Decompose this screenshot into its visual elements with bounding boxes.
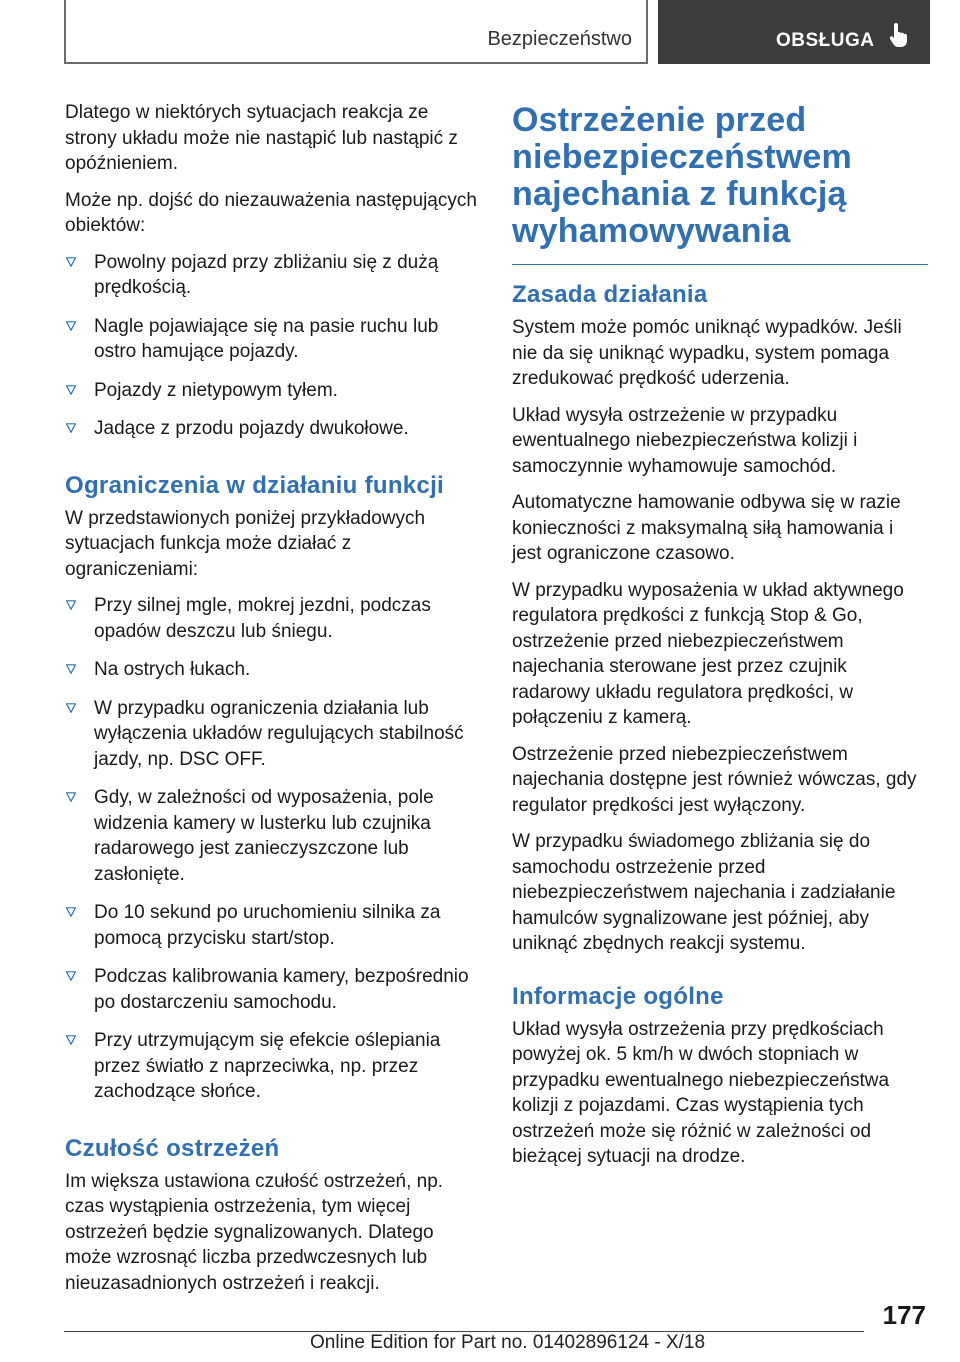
triangle-bullet-icon xyxy=(66,907,76,917)
page-header xyxy=(64,0,930,64)
list-item: W przypadku ograniczenia działania lub wyłączenia układów regulujących stabilność jazdy, np. DSC OFF. xyxy=(65,696,477,773)
paragraph: Ostrzeżenie przed niebezpieczeństwem najechania dostępne jest również wówczas, gdy regulator prędkości jest wyłączony. xyxy=(512,743,917,816)
triangle-bullet-icon xyxy=(66,1035,76,1045)
objects-list xyxy=(65,250,477,442)
list-item: Pojazdy z nietypowym tyłem. xyxy=(65,378,477,404)
header-section-title: Bezpieczeństwo xyxy=(487,28,632,50)
triangle-bullet-icon xyxy=(66,703,76,713)
header-chapter-tab xyxy=(658,0,930,64)
triangle-bullet-icon xyxy=(66,664,76,674)
header-section-box xyxy=(64,0,648,64)
paragraph: W przypadku świadomego zbliżania się do samochodu ostrzeżenie przed niebezpieczeństwem najechania i zadziałanie hamulców sygnalizowane jest później, aby uniknąć zbędnych reakcji systemu. xyxy=(512,831,896,954)
left-column xyxy=(65,100,477,1307)
limitations-list xyxy=(65,593,477,1105)
triangle-bullet-icon xyxy=(66,971,76,981)
triangle-bullet-icon xyxy=(66,321,76,331)
right-column xyxy=(512,100,928,1181)
list-item: Powolny pojazd przy zbliżaniu się z dużą prędkością. xyxy=(65,250,477,301)
list-item: Na ostrych łukach. xyxy=(65,657,477,683)
footer-edition-text: Online Edition for Part no. 01402896124 - X/18 xyxy=(310,1332,706,1353)
triangle-bullet-icon xyxy=(66,423,76,433)
section-heading-principle: Zasada działania xyxy=(512,281,708,308)
pointing-hand-icon xyxy=(888,22,910,48)
paragraph: System może pomóc uniknąć wypadków. Jeśli nie da się uniknąć wypadku, system pomaga zredukować prędkość uderzenia. xyxy=(512,317,902,389)
list-item: Przy utrzymującym się efekcie oślepiania przez światło z naprzeciwka, np. przez zachodzące słońce. xyxy=(65,1028,477,1105)
section-heading-sensitivity: Czułość ostrzeżeń xyxy=(65,1134,280,1162)
paragraph: W przypadku wyposażenia w układ aktywnego regulatora prędkości z funkcją Stop & Go, ostrzeżenie przed niebezpieczeństwem najechania sterowane jest przez czujnik radarowy układu regulatora prędkości, w połączeniu z kamerą. xyxy=(512,579,904,728)
paragraph: Im większa ustawiona czułość ostrzeżeń, np. czas wystąpienia ostrzeżenia, tym więcej ostrzeżeń będzie sygnalizowanych. Dlatego może wzrosnąć liczba przedwczesnych lub nieuzasadnionych ostrzeżeń i reakcji. xyxy=(65,1170,444,1294)
header-chapter-title: OBSŁUGA xyxy=(776,30,875,51)
list-item: Jadące z przodu pojazdy dwukołowe. xyxy=(65,416,477,442)
list-item: Nagle pojawiające się na pasie ruchu lub ostro hamujące pojazdy. xyxy=(65,314,477,365)
title-divider xyxy=(512,264,928,265)
list-item: Gdy, w zależności od wyposażenia, pole widzenia kamery w lusterku lub czujnika radarowego jest zanieczyszczone lub zasłonięte. xyxy=(65,785,477,887)
list-item: Przy silnej mgle, mokrej jezdni, podczas opadów deszczu lub śniegu. xyxy=(65,593,477,644)
triangle-bullet-icon xyxy=(66,385,76,395)
list-item: Podczas kalibrowania kamery, bezpośrednio po dostarczeniu samochodu. xyxy=(65,964,477,1015)
section-heading-general: Informacje ogólne xyxy=(512,982,724,1010)
section-heading-limitations: Ograniczenia w działaniu funkcji xyxy=(65,471,445,499)
page-number: 177 xyxy=(882,1300,926,1330)
paragraph: Może np. dojść do niezauważenia następujących obiektów: xyxy=(65,189,477,236)
triangle-bullet-icon xyxy=(66,792,76,802)
chapter-title: Ostrzeżenie przed niebezpieczeństwem najechania z funkcją wyhamowywania xyxy=(512,101,852,250)
paragraph: Automatyczne hamowanie odbywa się w razie konieczności z maksymalną siłą hamowania i jest ograniczone czasowo. xyxy=(512,492,901,564)
triangle-bullet-icon xyxy=(66,257,76,267)
paragraph: W przedstawionych poniżej przykładowych sytuacjach funkcja może działać z ograniczeniami: xyxy=(65,507,426,580)
triangle-bullet-icon xyxy=(66,600,76,610)
paragraph: Układ wysyła ostrzeżenia przy prędkościach powyżej ok. 5 km/h w dwóch stopniach w przypadku ewentualnego niebezpieczeństwa kolizji z pojazdami. Czas wystąpienia tych ostrzeżeń może się różnić w zależności od bieżącej sytuacji na drodze. xyxy=(512,1018,890,1167)
list-item: Do 10 sekund po uruchomieniu silnika za pomocą przycisku start/stop. xyxy=(65,900,477,951)
paragraph: Układ wysyła ostrzeżenie w przypadku ewentualnego niebezpieczeństwa kolizji i samoczynnie wyhamowuje samochód. xyxy=(512,404,858,477)
paragraph: Dlatego w niektórych sytuacjach reakcja ze strony układu może nie nastąpić lub nastąpić z opóźnieniem. xyxy=(65,102,458,174)
